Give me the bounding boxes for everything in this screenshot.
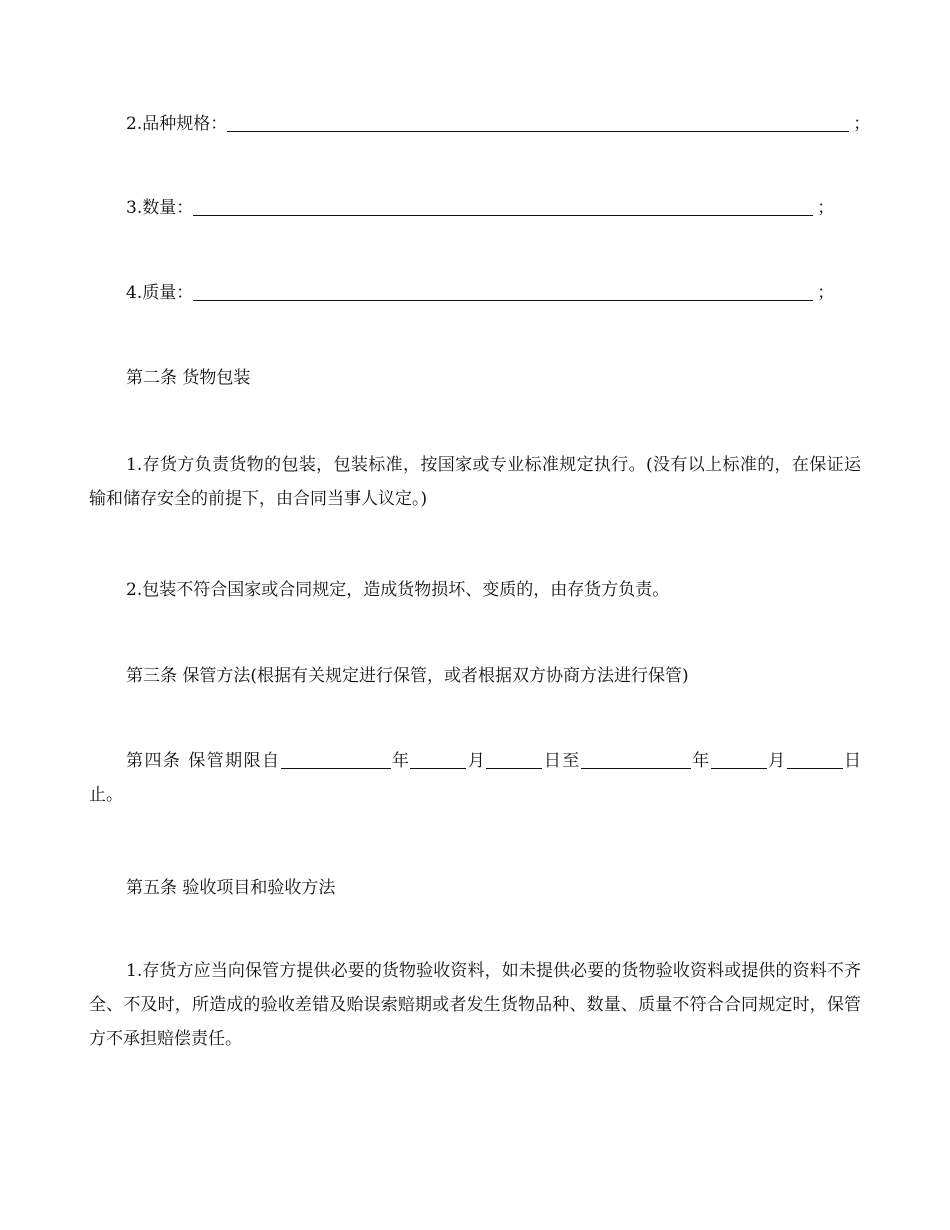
end-day-label: 日 [842,751,862,771]
end-day-blank[interactable] [787,750,843,769]
article2-clause1: 1.存货方负责货物的包装，包装标准，按国家或专业标准规定执行。(没有以上标准的，在保证运输和储存安全的前提下，由合同当事人议定。) [89,455,861,509]
start-year-label: 年 [390,751,411,771]
spec-line [126,112,870,136]
article4-prefix: 第四条 保管期限自 [126,751,281,771]
start-month-blank[interactable] [410,750,466,769]
start-day-to-label: 日至 [542,751,581,771]
spec-blank[interactable] [227,113,849,132]
article4-suffix: 止。 [89,785,123,805]
article4-clause [89,744,861,812]
start-day-blank[interactable] [486,750,542,769]
article2-clause2: 2.包装不符合国家或合同规定，造成货物损坏、变质的，由存货方负责。 [126,580,670,600]
end-year-blank[interactable] [581,750,691,769]
end-year-label: 年 [690,751,711,771]
quantity-end: ； [817,198,835,218]
quantity-label: 3.数量： [126,198,194,218]
article3-heading: 第三条 保管方法(根据有关规定进行保管，或者根据双方协商方法进行保管) [126,666,689,686]
end-month-label: 月 [766,751,787,771]
end-month-blank[interactable] [711,750,767,769]
article5-clause1: 1.存货方应当向保管方提供必要的货物验收资料，如未提供必要的货物验收资料或提供的资料不齐全、不及时，所造成的验收差错及贻误索赔期或者发生货物品种、数量、质量不符合合同规定时，保管方不承担赔偿责任。 [89,961,861,1049]
start-month-label: 月 [466,751,487,771]
quantity-blank[interactable] [193,197,813,216]
spec-label: 2.品种规格： [126,114,228,134]
spec-end: ； [853,114,871,134]
quantity-line [126,196,834,220]
quality-end: ； [817,283,835,303]
quality-line [126,281,834,305]
quality-label: 4.质量： [126,283,194,303]
article2-heading: 第二条 货物包装 [126,368,251,388]
article5-heading: 第五条 验收项目和验收方法 [126,878,336,898]
start-year-blank[interactable] [281,750,391,769]
quality-blank[interactable] [193,282,813,301]
